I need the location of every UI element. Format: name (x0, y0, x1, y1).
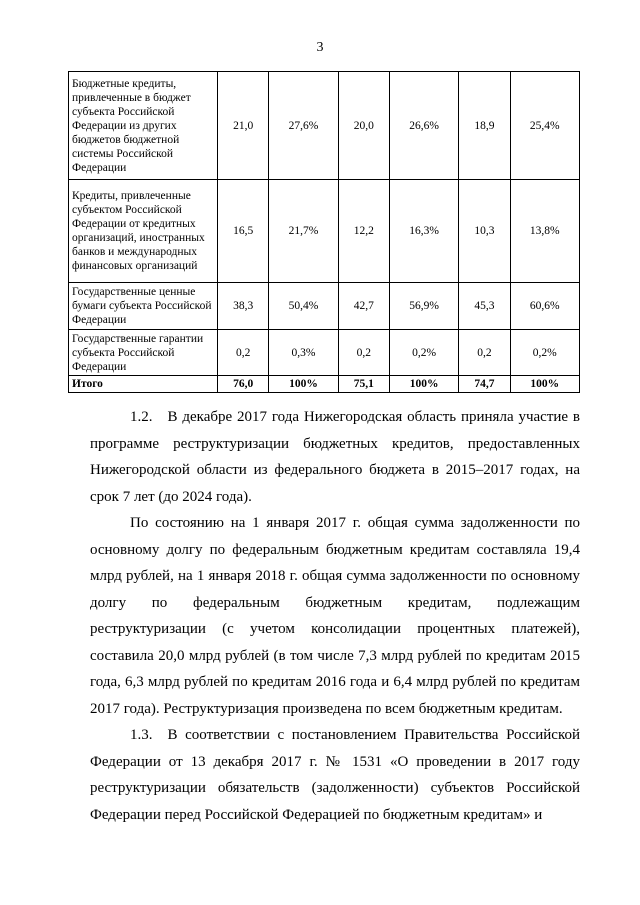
total-label: Итого (69, 376, 218, 393)
table-cell: 76,0 (218, 376, 269, 393)
table-cell: 100% (389, 376, 458, 393)
row-label: Бюджетные кредиты, привлеченные в бюджет субъекта Российской Федерации из других бюджетов бюджетной системы Российской Федерации (69, 72, 218, 180)
table-cell: 75,1 (338, 376, 389, 393)
table-cell: 13,8% (510, 180, 579, 283)
table-cell: 56,9% (389, 283, 458, 330)
table-cell: 20,0 (338, 72, 389, 180)
debt-structure-table (68, 71, 580, 393)
table-cell: 25,4% (510, 72, 579, 180)
table-cell: 0,2% (389, 330, 458, 376)
total-row (69, 376, 580, 393)
body-text (90, 404, 580, 828)
table-cell: 12,2 (338, 180, 389, 283)
table-cell: 74,7 (459, 376, 510, 393)
table-cell: 38,3 (218, 283, 269, 330)
table-cell: 21,7% (269, 180, 338, 283)
table-cell: 27,6% (269, 72, 338, 180)
table-cell: 60,6% (510, 283, 579, 330)
page-number: 3 (316, 40, 324, 55)
table-cell: 100% (510, 376, 579, 393)
table-cell: 10,3 (459, 180, 510, 283)
table-cell: 26,6% (389, 72, 458, 180)
table-row (69, 330, 580, 376)
table-cell: 16,3% (389, 180, 458, 283)
table-row (69, 72, 580, 180)
table-cell: 0,2 (218, 330, 269, 376)
table-cell: 45,3 (459, 283, 510, 330)
table-row (69, 180, 580, 283)
paragraph: 1.2. В декабре 2017 года Нижегородская область приняла участие в программе реструктуризации бюджетных кредитов, предоставленных Нижегородской области из федерального бюджета в 2015–2017 годах, на срок 7 лет (до 2024 года). (90, 409, 580, 505)
table-cell: 0,2 (459, 330, 510, 376)
row-label: Кредиты, привлеченные субъектом Российской Федерации от кредитных организаций, иностранных банков и международных финансовых организаций (69, 180, 218, 283)
paragraph: 1.3. В соответствии с постановлением Правительства Российской Федерации от 13 декабря 2017 г. № 1531 «О проведении в 2017 году реструктуризации обязательств (задолженности) субъектов Российской Федерации перед Российской Федерацией по бюджетным кредитам» и (90, 727, 580, 823)
table-cell: 0,3% (269, 330, 338, 376)
table-cell: 21,0 (218, 72, 269, 180)
table-cell: 16,5 (218, 180, 269, 283)
table-cell: 0,2 (338, 330, 389, 376)
table-cell: 50,4% (269, 283, 338, 330)
table-cell: 18,9 (459, 72, 510, 180)
table-row (69, 283, 580, 330)
row-label: Государственные ценные бумаги субъекта Российской Федерации (69, 283, 218, 330)
row-label: Государственные гарантии субъекта Российской Федерации (69, 330, 218, 376)
table-cell: 42,7 (338, 283, 389, 330)
table-cell: 0,2% (510, 330, 579, 376)
table-cell: 100% (269, 376, 338, 393)
paragraph: По состоянию на 1 января 2017 г. общая сумма задолженности по основному долгу по федеральным бюджетным кредитам составляла 19,4 млрд рублей, на 1 января 2018 г. общая сумма задолженности по основному долгу по федеральным бюджетным кредитам, подлежащим реструктуризации (с учетом консолидации процентных платежей), составила 20,0 млрд рублей (в том числе 7,3 млрд рублей по кредитам 2015 года, 6,3 млрд рублей по кредитам 2016 года и 6,4 млрд рублей по кредитам 2017 года). Реструктуризация произведена по всем бюджетным кредитам. (90, 515, 580, 717)
